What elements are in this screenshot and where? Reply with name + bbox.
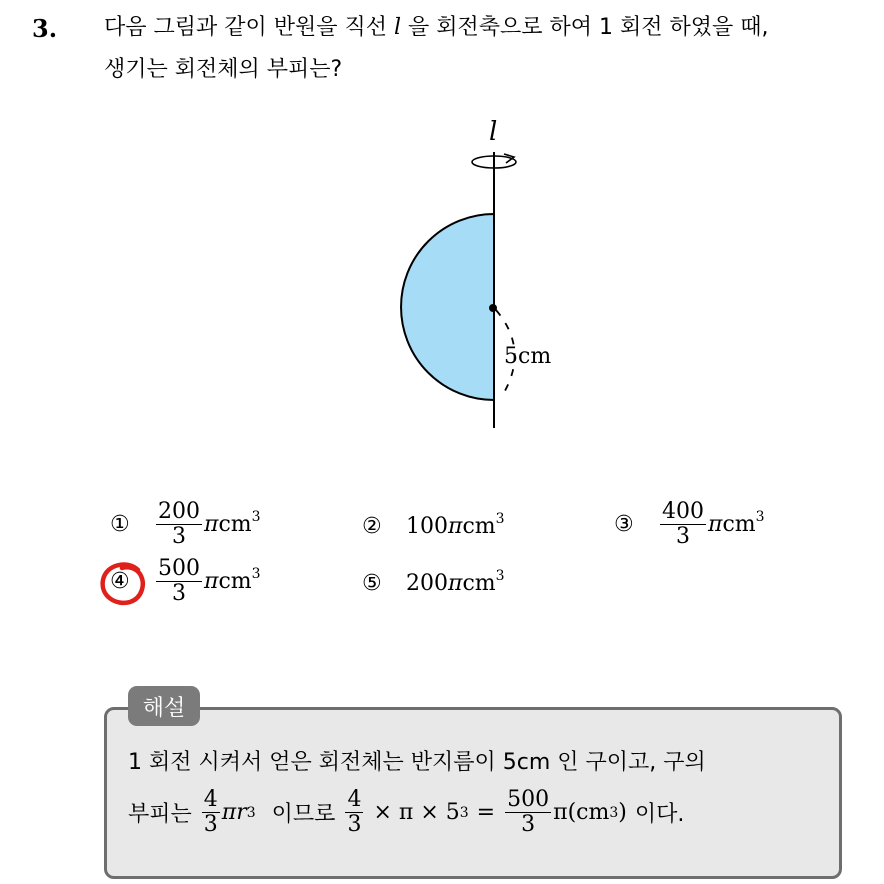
exponent: 3 <box>251 566 261 582</box>
radius-label: 5cm <box>504 344 552 369</box>
numerator: 200 <box>158 499 200 524</box>
fraction-4-3 <box>202 788 220 837</box>
choice-number: ② <box>362 514 382 539</box>
fraction-4-3 <box>345 788 363 837</box>
choice-value <box>406 568 505 596</box>
numerator: 400 <box>662 499 704 524</box>
denominator: 3 <box>172 524 186 549</box>
choice-2[interactable] <box>362 511 505 539</box>
unit-text: cm <box>218 512 252 537</box>
rotation-arrow-head <box>504 154 514 163</box>
result-pi: π(cm <box>553 800 610 825</box>
choice-number: ① <box>110 512 130 537</box>
choice-unit <box>708 509 765 537</box>
choice-fraction <box>156 500 202 549</box>
numerator: 4 <box>347 787 362 812</box>
pi-symbol: π <box>708 512 723 537</box>
question-text-part: 을 회전축으로 하여 1 회전 하였을 때, <box>408 15 769 40</box>
pi-symbol: π <box>204 569 219 594</box>
explanation-line1: 1 회전 시켜서 얻은 회전체는 반지름이 5cm 인 구이고, 구의 <box>128 750 706 775</box>
semicircle-shape <box>401 214 494 400</box>
unit-text: cm <box>462 571 496 596</box>
pi-symbol: π <box>204 512 219 537</box>
text-part: 부피는 <box>128 802 192 827</box>
unit-text: cm <box>462 514 496 539</box>
exponent: 3 <box>495 568 505 584</box>
choice-1[interactable] <box>110 500 261 549</box>
explanation-tab: 해설 <box>128 686 200 726</box>
text-part: 이므로 <box>271 802 336 827</box>
denominator: 3 <box>203 812 218 837</box>
explanation-line2: 부피는 $\frac{4}{3}$ πr 3 이므로 $\frac{4}{3}$ × π × 5 3 = $\frac{500}{3}$ π(cm 3 ) 이다. <box>128 787 685 837</box>
text-part: 이다. <box>634 802 685 827</box>
choice-3[interactable] <box>614 500 765 549</box>
question-text-line1 <box>104 14 769 42</box>
line-variable: l <box>394 15 402 40</box>
equals-sign: = <box>476 800 496 825</box>
pi-symbol: π <box>448 571 463 596</box>
answer-circle-stroke <box>103 565 143 603</box>
axis-label: l <box>489 117 498 147</box>
semicircle-figure <box>380 110 580 440</box>
exponent: 3 <box>495 511 505 527</box>
unit-text: cm <box>218 569 252 594</box>
numerator: 4 <box>203 787 218 812</box>
result-close: ) <box>618 800 627 825</box>
choice-value <box>406 511 505 539</box>
choice-5[interactable] <box>362 568 505 596</box>
exponent: 3 <box>251 509 261 525</box>
choice-unit <box>204 509 261 537</box>
times-pi-5: × π × 5 <box>373 800 460 825</box>
choice-fraction <box>660 500 706 549</box>
numerator: 500 <box>158 556 200 581</box>
answer-circle-mark <box>98 560 150 610</box>
choice-number: ③ <box>614 512 634 537</box>
denominator: 3 <box>676 524 690 549</box>
unit-text: cm <box>722 512 756 537</box>
choice-number: ⑤ <box>362 571 382 596</box>
value-text: 100 <box>406 514 448 539</box>
denominator: 3 <box>347 812 362 837</box>
question-text-part: 다음 그림과 같이 반원을 직선 <box>104 15 387 40</box>
choice-number: ④ <box>110 569 130 594</box>
pi-symbol: π <box>448 514 463 539</box>
fraction-500-3 <box>505 788 551 837</box>
denominator: 3 <box>172 581 186 606</box>
exponent: 3 <box>755 509 765 525</box>
question-number: 3. <box>32 14 58 43</box>
numerator: 500 <box>507 787 550 812</box>
pi-r: πr <box>221 800 247 825</box>
choice-unit <box>204 566 261 594</box>
denominator: 3 <box>521 812 536 837</box>
choice-fraction <box>156 557 202 606</box>
question-text-line2: 생기는 회전체의 부피는? <box>104 57 343 82</box>
value-text: 200 <box>406 571 448 596</box>
